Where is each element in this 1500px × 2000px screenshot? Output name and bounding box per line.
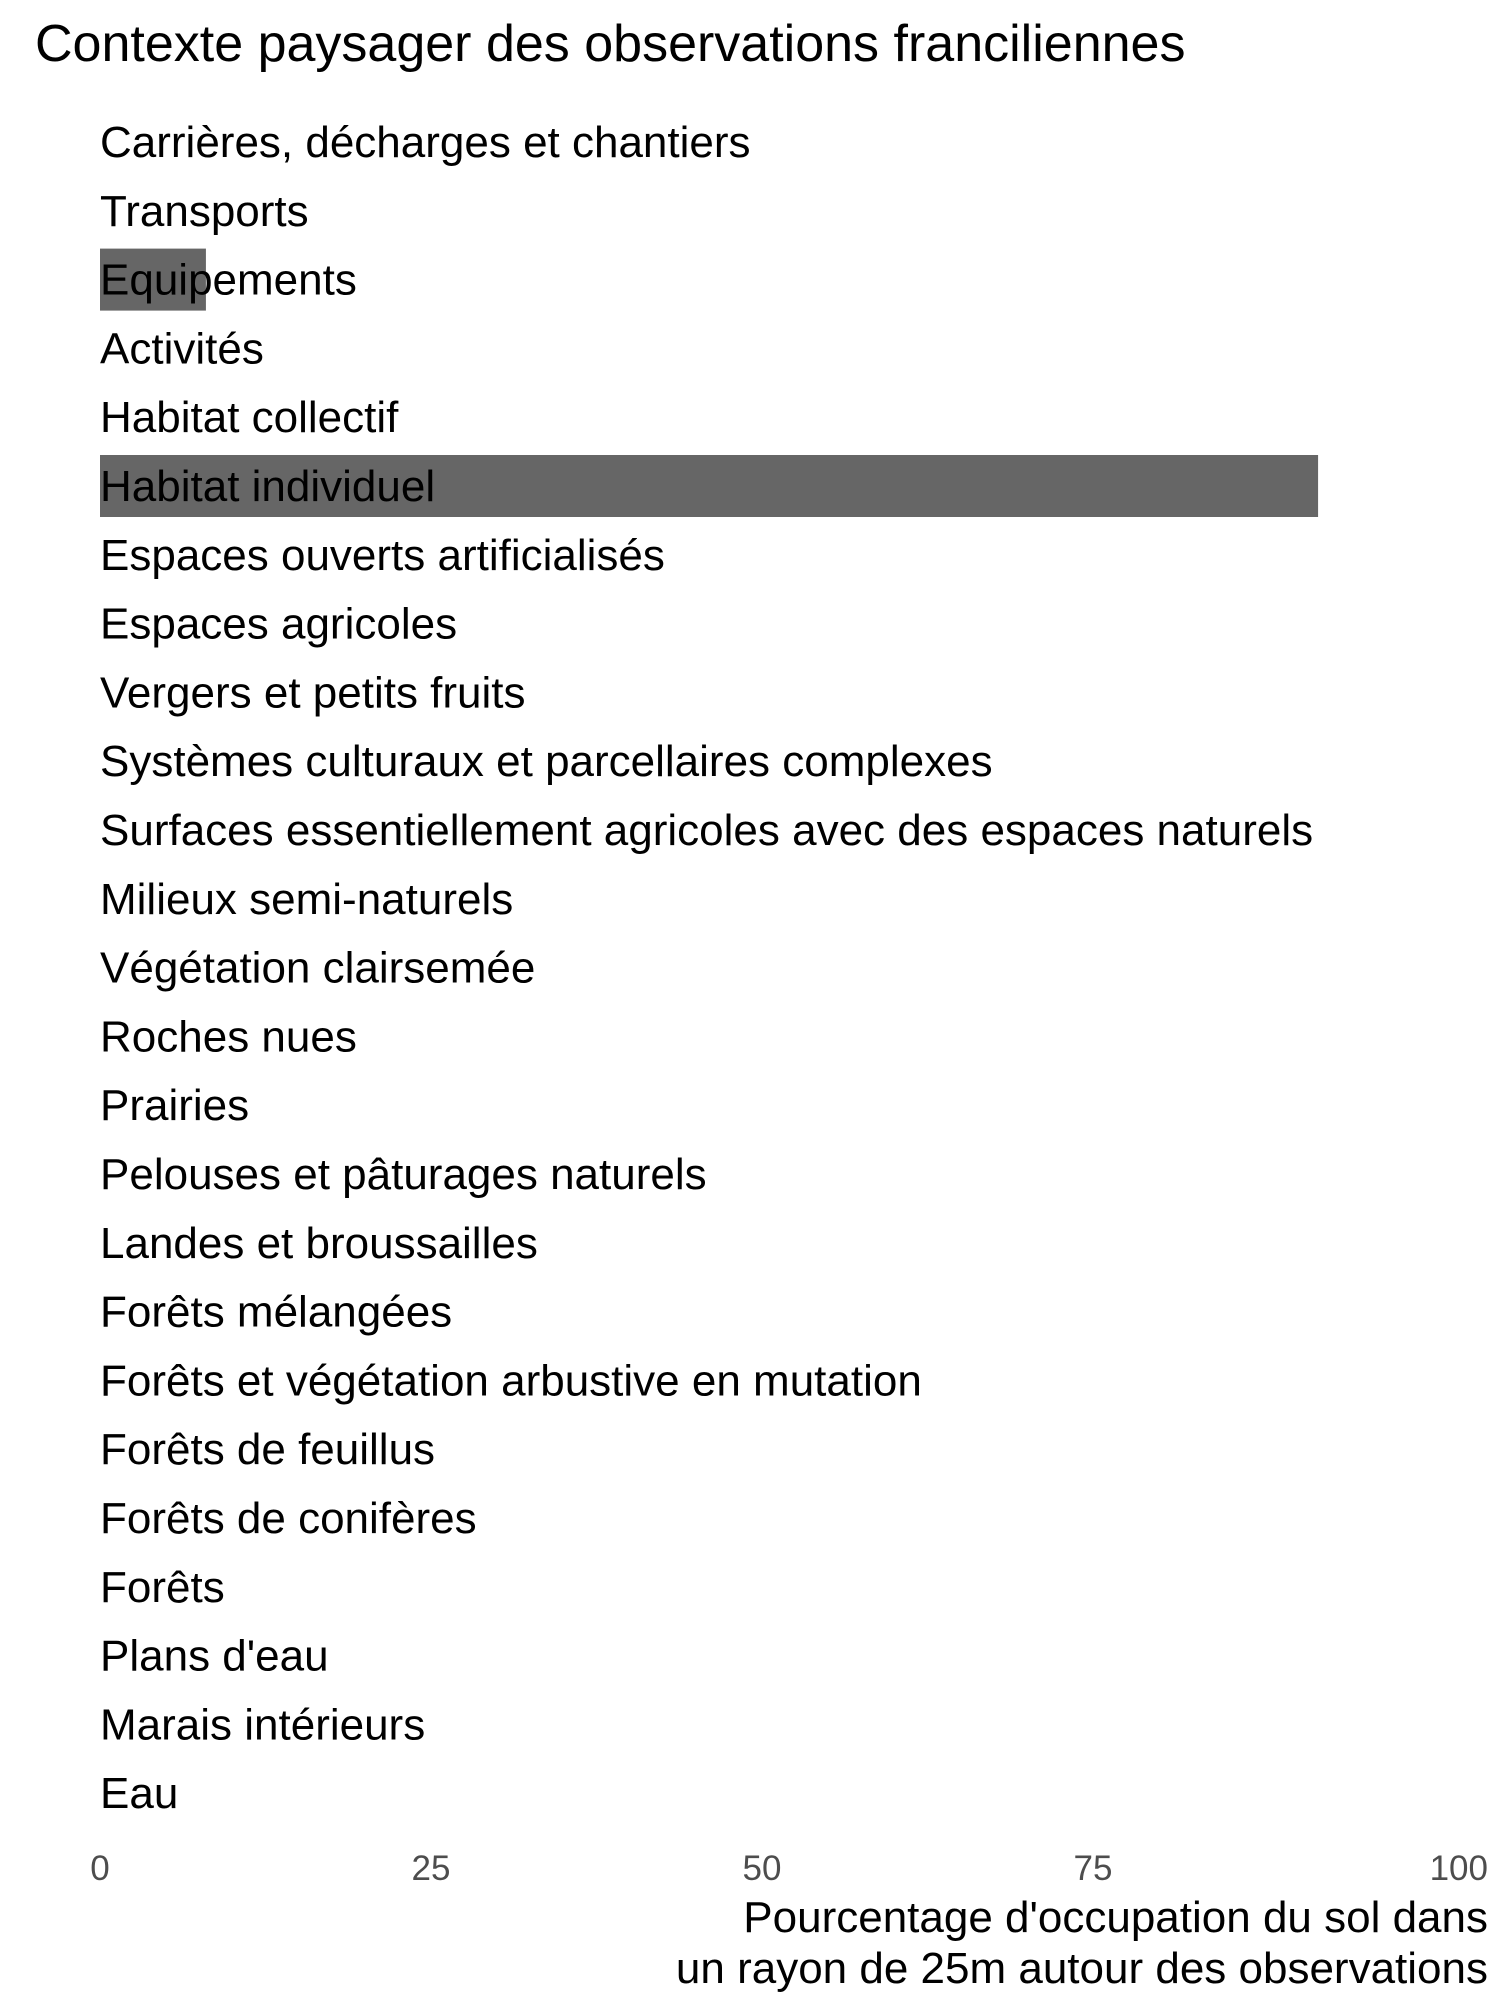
category-label: Eau: [100, 1769, 179, 1819]
category-label: Vergers et petits fruits: [100, 668, 526, 718]
x-axis-title-line-2: un rayon de 25m autour des observations: [675, 1944, 1488, 1993]
category-label: Forêts mélangées: [100, 1287, 453, 1337]
category-label: Forêts: [100, 1562, 225, 1612]
category-label: Espaces agricoles: [100, 599, 458, 649]
category-label: Habitat collectif: [100, 393, 399, 443]
category-label: Marais intérieurs: [100, 1700, 426, 1750]
category-label: Landes et broussailles: [100, 1218, 538, 1268]
chart-title: Contexte paysager des observations franciliennes: [35, 15, 1186, 73]
category-label: Forêts de feuillus: [100, 1425, 436, 1475]
category-label: Milieux semi-naturels: [100, 874, 514, 924]
category-label: Carrières, décharges et chantiers: [100, 118, 751, 167]
x-tick-label: 100: [1429, 1849, 1488, 1888]
category-label: Transports: [100, 186, 309, 236]
x-tick-label: 0: [90, 1849, 110, 1888]
category-label: Systèmes culturaux et parcellaires complexes: [100, 737, 993, 787]
category-label: Surfaces essentiellement agricoles avec des espaces naturels: [100, 806, 1314, 855]
x-tick-label: 25: [411, 1849, 451, 1888]
category-label: Habitat individuel: [100, 462, 436, 511]
category-label: Prairies: [100, 1081, 250, 1131]
category-label: Forêts de conifères: [100, 1494, 477, 1543]
category-label: Plans d'eau: [100, 1631, 329, 1681]
category-label: Activités: [100, 324, 264, 374]
category-label: Pelouses et pâturages naturels: [100, 1150, 707, 1199]
category-labels: [100, 118, 1313, 1818]
x-axis-ticks: [90, 1849, 1488, 1888]
category-label: Equipements: [100, 255, 357, 305]
x-axis-title-line-1: Pourcentage d'occupation du sol dans: [743, 1893, 1488, 1942]
category-label: Espaces ouverts artificialisés: [100, 530, 665, 580]
category-label: Forêts et végétation arbustive en mutation: [100, 1356, 922, 1406]
category-label: Végétation clairsemée: [100, 943, 536, 993]
category-label: Roches nues: [100, 1012, 357, 1062]
x-tick-label: 75: [1073, 1849, 1113, 1888]
x-tick-label: 50: [742, 1849, 782, 1888]
